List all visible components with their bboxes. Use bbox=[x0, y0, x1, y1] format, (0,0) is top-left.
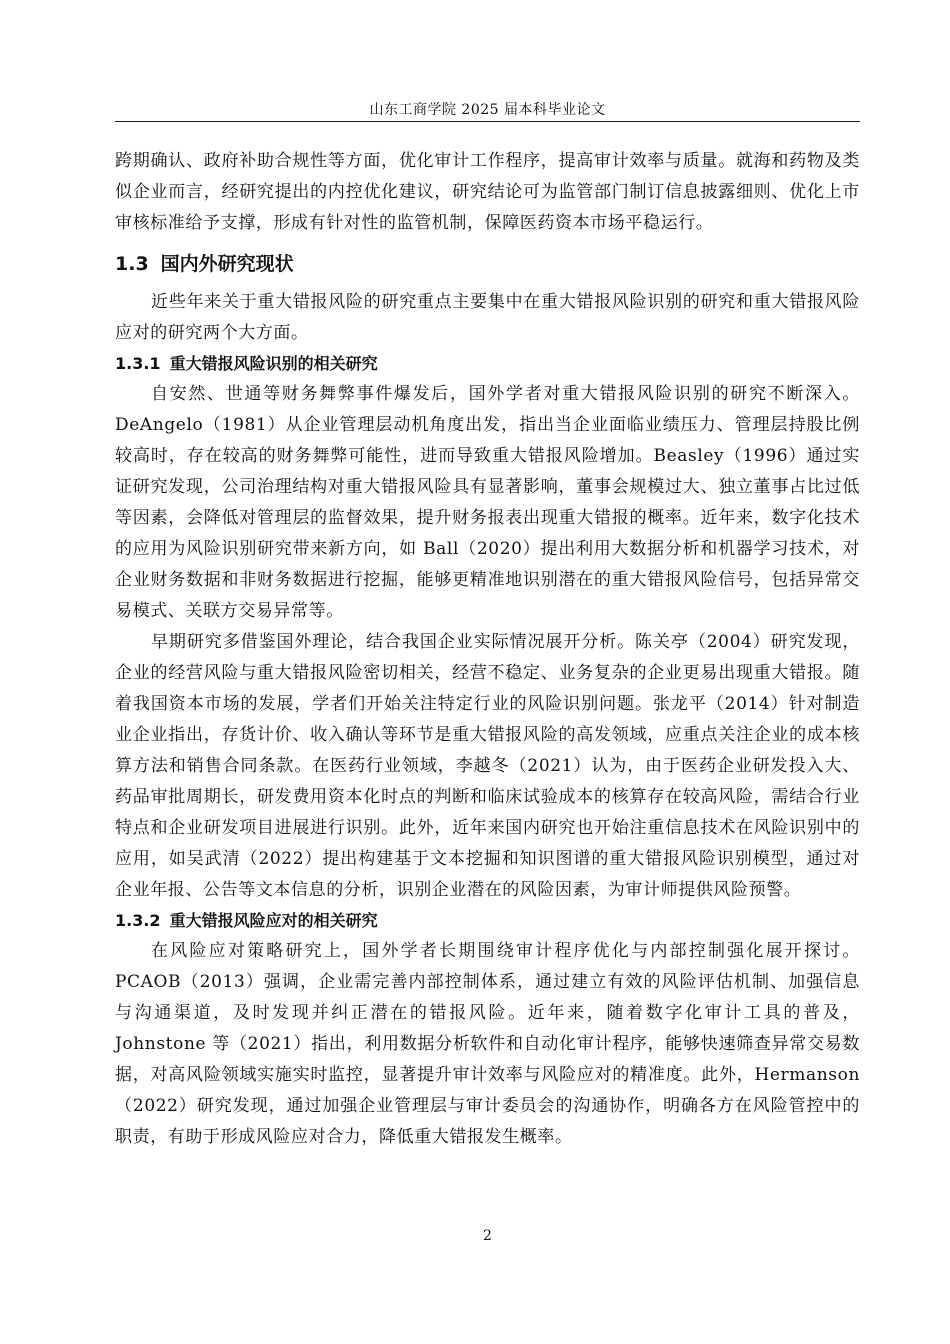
paragraph-intro-continued: 跨期确认、政府补助合规性等方面，优化审计工作程序，提高审计效率与质量。就海和药物及类似企业而言，经研究提出的内控优化建议，研究结论可为监管部门制订信息披露细则、优化上市审核标准给予支撑，形成有针对性的监管机制，保障医药资本市场平稳运行。 bbox=[115, 151, 860, 233]
subsection-heading-1-3-2 bbox=[115, 906, 860, 936]
page-number: 2 bbox=[483, 1228, 492, 1244]
document-body bbox=[115, 146, 860, 1153]
subsection-number: 1.3.2 bbox=[115, 911, 161, 930]
header-title: 山东工商学院 2025 届本科毕业论文 bbox=[369, 102, 606, 118]
section-title: 国内外研究现状 bbox=[160, 253, 294, 275]
subsection-heading-1-3-1 bbox=[115, 349, 860, 379]
paragraph-response-research: 在风险应对策略研究上，国外学者长期围绕审计程序优化与内部控制强化展开探讨。PCAOB（2013）强调，企业需完善内部控制体系，通过建立有效的风险评估机制、加强信息与沟通渠道，及时发现并纠正潜在的错报风险。近年来，随着数字化审计工具的普及，Johnstone 等（2021）指出，利用数据分析软件和自动化审计程序，能够快速筛查异常交易数据，对高风险领域实施实时监控，显著提升审计效率与风险应对的精准度。此外，Hermanson（2022）研究发现，通过加强企业管理层与审计委员会的沟通协作，明确各方在风险管控中的职责，有助于形成风险应对合力，降低重大错报发生概率。 bbox=[115, 941, 860, 1147]
subsection-title: 重大错报风险识别的相关研究 bbox=[169, 354, 378, 373]
section-heading-1-3 bbox=[115, 245, 860, 283]
section-number: 1.3 bbox=[115, 253, 149, 275]
subsection-title: 重大错报风险应对的相关研究 bbox=[169, 911, 378, 930]
page-header bbox=[115, 100, 860, 120]
subsection-number: 1.3.1 bbox=[115, 354, 161, 373]
paragraph-overview: 近些年来关于重大错报风险的研究重点主要集中在重大错报风险识别的研究和重大错报风险应对的研究两个大方面。 bbox=[115, 292, 860, 343]
paragraph-foreign-identification: 自安然、世通等财务舞弊事件爆发后，国外学者对重大错报风险识别的研究不断深入。DeAngelo（1981）从企业管理层动机角度出发，指出当企业面临业绩压力、管理层持股比例较高时，存在较高的财务舞弊可能性，进而导致重大错报风险增加。Beasley（1996）通过实证研究发现，公司治理结构对重大错报风险具有显著影响，董事会规模过大、独立董事占比过低等因素，会降低对管理层的监督效果，提升财务报表出现重大错报的概率。近年来，数字化技术的应用为风险识别研究带来新方向，如 Ball（2020）提出利用大数据分析和机器学习技术，对企业财务数据和非财务数据进行挖掘，能够更精准地识别潜在的重大错报风险信号，包括异常交易模式、关联方交易异常等。 bbox=[115, 384, 860, 621]
paragraph-domestic-identification: 早期研究多借鉴国外理论，结合我国企业实际情况展开分析。陈关亭（2004）研究发现，企业的经营风险与重大错报风险密切相关，经营不稳定、业务复杂的企业更易出现重大错报。随着我国资本市场的发展，学者们开始关注特定行业的风险识别问题。张龙平（2014）针对制造业企业指出，存货计价、收入确认等环节是重大错报风险的高发领域，应重点关注企业的成本核算方法和销售合同条款。在医药行业领域，李越冬（2021）认为，由于医药企业研发投入大、药品审批周期长，研发费用资本化时点的判断和临床试验成本的核算存在较高风险，需结合行业特点和企业研发项目进展进行识别。此外，近年来国内研究也开始注重信息技术在风险识别中的应用，如吴武清（2022）提出构建基于文本挖掘和知识图谱的重大错报风险识别模型，通过对企业年报、公告等文本信息的分析，识别企业潜在的风险因素，为审计师提供风险预警。 bbox=[115, 632, 860, 900]
header-divider bbox=[115, 121, 860, 122]
